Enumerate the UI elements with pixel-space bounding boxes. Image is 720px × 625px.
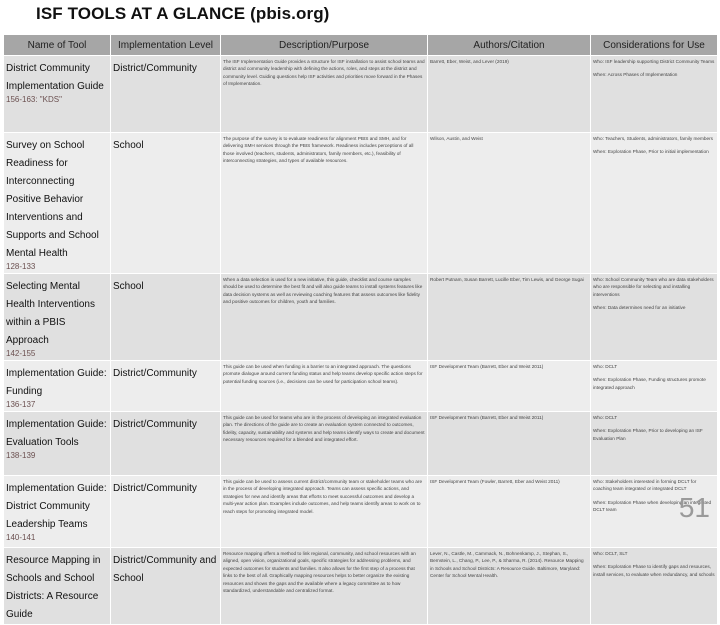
implementation-level: School (113, 140, 144, 151)
considerations-cell (591, 133, 718, 274)
tool-cell (4, 476, 111, 548)
considerations-cell (591, 56, 718, 133)
description-text: When a data selection is used for a new initiative, this guide, checklist and course samples should be used to determine the best fit and will also guide teams to install systems features like data decision systems as well as reviewing coaching features that assess outcomes like fidelity and positive outcomes for children, youth and families. (223, 277, 423, 305)
consideration-when: When: Exploration Phase, Funding structures promote integrated approach (593, 377, 706, 390)
authors-cell (428, 476, 591, 548)
header-name-of-tool: Name of Tool (4, 35, 111, 56)
tool-pages: 156-163: "KDS" (6, 95, 62, 104)
table-row (4, 476, 718, 548)
tool-cell (4, 361, 111, 412)
description-text: This guide can be used to assess current district/community team or stakeholder teams who are in the process of developing integrated approach. Teams can assess specific actions, and strategies for new and identify areas that efforts to meet successful outcomes and develop a multi-year action plan. Examples include outcomes, and help teams identify areas to work on to reach steps for promoting integrated model. (223, 479, 423, 514)
authors-cell (428, 548, 591, 625)
tool-name: Implementation Guide: Evaluation Tools (6, 419, 107, 448)
description-cell (221, 133, 428, 274)
table-row (4, 133, 718, 274)
authors-cell (428, 412, 591, 476)
implementation-level: District/Community (113, 483, 197, 494)
considerations-cell (591, 548, 718, 625)
tool-pages: 138-139 (6, 451, 36, 460)
authors-text: ISF Development Team (Barrett, Eber and Weist 2011) (430, 415, 544, 420)
level-cell (111, 412, 221, 476)
tool-name: District Community Implementation Guide (6, 63, 104, 92)
consideration-who: Who: School Community Team who are data stakeholders who are responsible for selecting and installing interventions (593, 277, 714, 297)
description-text: This guide can be used when funding is a barrier to an integrated approach. The questions promote dialogue around current funding status and help teams develop specific action steps for potential funding sources (i.e., decisions can be used for participation school teams). (223, 364, 423, 384)
description-text: This guide can be used for teams who are in the process of developing an integrated evaluation plan. The directions of the guide are to create an evaluation system connected to outcomes, fidelity, capacity, sustainability and systems and help teams identify ways to create and document necessary resources required for a blended and integrated effort. (223, 415, 425, 443)
consideration-when: When: Exploration Phase, Prior to initial implementation (593, 149, 709, 155)
tool-pages: 128-133 (6, 262, 36, 271)
authors-text: Robert Putnam, Susan Barrett, Lucille Eber, Tim Lewis, and George Sugai (430, 277, 584, 282)
implementation-level: District/Community and School (113, 555, 217, 584)
description-cell (221, 476, 428, 548)
description-cell (221, 548, 428, 625)
authors-text: Barrett, Eber, Weist, and Lever (2019) (430, 59, 509, 64)
authors-cell (428, 274, 591, 361)
tool-cell (4, 56, 111, 133)
tool-name: Implementation Guide: District Community Leadership Teams (6, 483, 107, 530)
page-number: 51 (678, 492, 710, 523)
authors-text: Wilson, Austin, and Weist (430, 136, 483, 141)
page-title: ISF TOOLS AT A GLANCE (pbis.org) (36, 4, 330, 23)
header-description-purpose: Description/Purpose (221, 35, 428, 56)
authors-cell (428, 361, 591, 412)
authors-cell (428, 56, 591, 133)
tool-name: Selecting Mental Health Interventions within a PBIS Approach (6, 281, 95, 346)
description-cell (221, 412, 428, 476)
header-implementation-level: Implementation Level (111, 35, 221, 56)
consideration-when: When: Exploration Phase to identify gaps and resources, install services, to evaluate when redundancy, and schools (593, 564, 715, 577)
table-row (4, 56, 718, 133)
tool-cell (4, 274, 111, 361)
tool-cell (4, 548, 111, 625)
description-text: The purpose of the survey is to evaluate readiness for alignment PBIS and SMH, and for delivering SMH services through the PBIS framework. Readiness includes perceptions of all those involved (teachers, students, administrators, family members, etc.), feasibility of interconnecting strategies, and types of available resources. (223, 136, 414, 164)
header-authors-citation: Authors/Citation (428, 35, 591, 56)
table-header-row (4, 35, 718, 56)
level-cell (111, 56, 221, 133)
consideration-who: Who: ISF leadership supporting District Community Teams (593, 59, 715, 64)
consideration-when: When: Across Phases of Implementation (593, 72, 678, 78)
tool-name: Resource Mapping in Schools and School Districts: A Resource Guide (6, 555, 101, 620)
header-considerations-for-use: Considerations for Use (591, 35, 718, 56)
tool-cell (4, 412, 111, 476)
consideration-who: Who: Teachers, Students, administrators, family members (593, 136, 714, 141)
authors-text: ISF Development Team (Fowler, Barrett, Eber and Weist 2011) (430, 479, 560, 484)
consideration-who: Who: Stakeholders interested in forming DCLT for coaching team integrated or integrated DCLT (593, 479, 697, 492)
authors-cell (428, 133, 591, 274)
description-text: Resource mapping offers a method to link regional, community, and school resources with an aligned, open vision, organizational goals, specific strategies for addressing problems, and expected outcomes for students and families. It also allows for the first step of a process that links to the best of all. Graphically mapping resources helps to better organize the existing resources and shows the gaps and the available where a legacy committee as to how standardized, understandable and centralized format. (223, 551, 416, 594)
consideration-when: When: Exploration Phase, Prior to developing an ISF Evaluation Plan (593, 428, 703, 441)
level-cell (111, 548, 221, 625)
isf-tools-table (3, 34, 718, 625)
table-row (4, 548, 718, 625)
tool-pages: 136-137 (6, 400, 36, 409)
considerations-cell (591, 274, 718, 361)
description-cell (221, 274, 428, 361)
implementation-level: District/Community (113, 63, 197, 74)
description-text: The ISF Implementation Guide provides a structure for ISF installation to assist school teams and district and community leadership with defining the actions, roles, and steps at the district and community level. Guiding questions help ISF activities and priorities move forward in the Phases of Implementation. (223, 59, 425, 87)
authors-text: ISF Development Team (Barrett, Eber and Weist 2011) (430, 364, 544, 369)
authors-text: Lever, N., Castle, M., Cammack, N., Bohnenkamp, J., Stephan, S., Bernstein, L., Chang, P., Lee, P., & Sharma, R. (2014). Resource Mapping in Schools and School Districts: A Resource Guide. Baltimore, Maryland: Center for School Mental Health. (430, 551, 584, 579)
consideration-who: Who: DCLT, SLT (593, 551, 628, 556)
tool-pages: 140-141 (6, 533, 36, 542)
table-row (4, 412, 718, 476)
considerations-cell (591, 361, 718, 412)
implementation-level: School (113, 281, 144, 292)
description-cell (221, 361, 428, 412)
implementation-level: District/Community (113, 419, 197, 430)
description-cell (221, 56, 428, 133)
level-cell (111, 476, 221, 548)
implementation-level: District/Community (113, 368, 197, 379)
level-cell (111, 361, 221, 412)
considerations-cell (591, 412, 718, 476)
table-row (4, 274, 718, 361)
level-cell (111, 274, 221, 361)
consideration-when: When: Exploration Phase when developing an integrated DCLT team (593, 499, 712, 513)
consideration-when: When: Data determines need for an initiative (593, 305, 686, 311)
tool-cell (4, 133, 111, 274)
tool-name: Implementation Guide: Funding (6, 368, 107, 397)
table-row (4, 361, 718, 412)
consideration-who: Who: DCLT (593, 415, 618, 420)
tool-name: Survey on School Readiness for Interconnecting Positive Behavior Interventions and Supports and School Mental Health (6, 140, 99, 259)
tool-pages: 142-155 (6, 349, 36, 358)
consideration-who: Who: DCLT (593, 364, 618, 369)
level-cell (111, 133, 221, 274)
